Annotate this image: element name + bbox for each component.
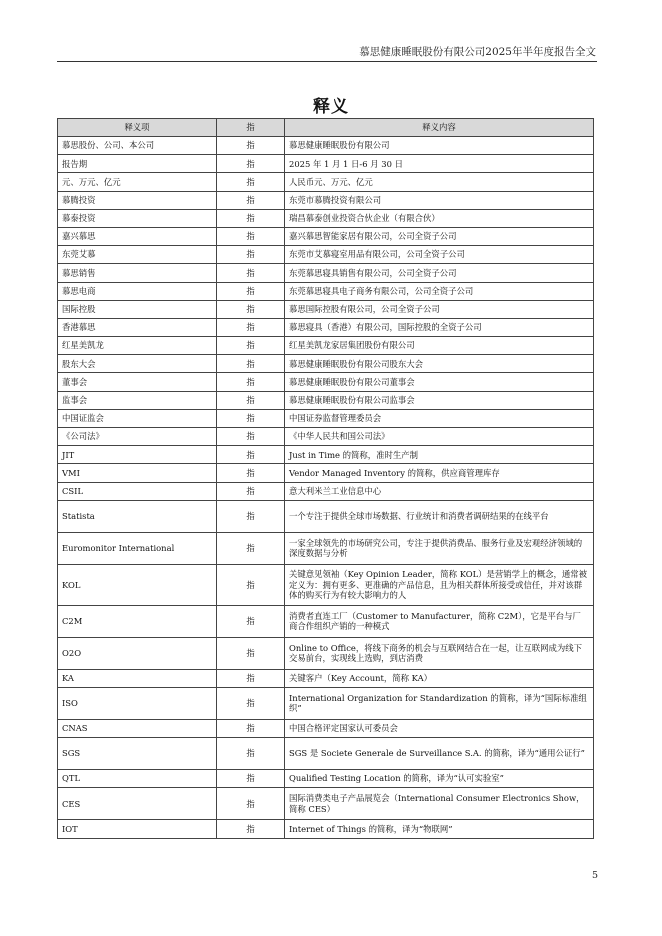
definition-cell: Qualified Testing Location 的简称，译为“认可实验室” bbox=[285, 770, 594, 788]
definition-cell: 红星美凯龙家居集团股份有限公司 bbox=[285, 337, 594, 355]
definition-cell: 慕思健康睡眠股份有限公司股东大会 bbox=[285, 355, 594, 373]
ref-cell: 指 bbox=[217, 564, 285, 605]
ref-cell: 指 bbox=[217, 246, 285, 264]
ref-cell: 指 bbox=[217, 770, 285, 788]
definition-cell: 一个专注于提供全球市场数据、行业统计和消费者调研结果的在线平台 bbox=[285, 500, 594, 532]
ref-cell: 指 bbox=[217, 137, 285, 155]
ref-cell: 指 bbox=[217, 605, 285, 637]
ref-cell: 指 bbox=[217, 173, 285, 191]
ref-cell: 指 bbox=[217, 318, 285, 336]
table-row bbox=[58, 532, 594, 564]
table-row bbox=[58, 464, 594, 482]
table-row bbox=[58, 446, 594, 464]
ref-cell: 指 bbox=[217, 532, 285, 564]
ref-cell: 指 bbox=[217, 300, 285, 318]
definition-cell: 国际消费类电子产品展览会（International Consumer Electronics Show，简称 CES） bbox=[285, 788, 594, 820]
term-cell: 慕思销售 bbox=[58, 264, 217, 282]
definition-cell: 一家全球领先的市场研究公司，专注于提供消费品、服务行业及宏观经济领域的深度数据与分析 bbox=[285, 532, 594, 564]
table-row bbox=[58, 820, 594, 838]
definition-cell: 中国合格评定国家认可委员会 bbox=[285, 719, 594, 737]
definition-cell: 人民币元、万元、亿元 bbox=[285, 173, 594, 191]
table-row bbox=[58, 482, 594, 500]
ref-cell: 指 bbox=[217, 337, 285, 355]
definition-cell: 东莞慕思寝具销售有限公司，公司全资子公司 bbox=[285, 264, 594, 282]
term-cell: 股东大会 bbox=[58, 355, 217, 373]
table-row bbox=[58, 605, 594, 637]
definition-cell: 嘉兴慕思智能家居有限公司，公司全资子公司 bbox=[285, 227, 594, 245]
definition-cell: 慕思健康睡眠股份有限公司 bbox=[285, 137, 594, 155]
term-cell: JIT bbox=[58, 446, 217, 464]
table-row bbox=[58, 788, 594, 820]
term-cell: 元、万元、亿元 bbox=[58, 173, 217, 191]
definition-cell: Just in Time 的简称，准时生产制 bbox=[285, 446, 594, 464]
term-cell: 嘉兴慕思 bbox=[58, 227, 217, 245]
header-rule bbox=[57, 61, 597, 62]
term-cell: O2O bbox=[58, 637, 217, 669]
ref-cell: 指 bbox=[217, 264, 285, 282]
term-cell: CSIL bbox=[58, 482, 217, 500]
definitions-table-body bbox=[58, 137, 594, 839]
ref-cell: 指 bbox=[217, 719, 285, 737]
definition-cell: 东莞市慕腾投资有限公司 bbox=[285, 191, 594, 209]
table-row bbox=[58, 428, 594, 446]
definition-cell: 2025 年 1 月 1 日-6 月 30 日 bbox=[285, 155, 594, 173]
term-cell: 慕泰投资 bbox=[58, 209, 217, 227]
column-header-ref: 指 bbox=[217, 119, 285, 137]
ref-cell: 指 bbox=[217, 227, 285, 245]
ref-cell: 指 bbox=[217, 482, 285, 500]
ref-cell: 指 bbox=[217, 820, 285, 838]
table-row bbox=[58, 564, 594, 605]
ref-cell: 指 bbox=[217, 409, 285, 427]
definition-cell: 消费者直连工厂（Customer to Manufacturer，简称 C2M），它是平台与厂商合作组织产销的一种模式 bbox=[285, 605, 594, 637]
definition-cell: International Organization for Standardization 的简称，译为“国际标准组织” bbox=[285, 687, 594, 719]
ref-cell: 指 bbox=[217, 209, 285, 227]
term-cell: CNAS bbox=[58, 719, 217, 737]
definition-cell: 慕思健康睡眠股份有限公司董事会 bbox=[285, 373, 594, 391]
ref-cell: 指 bbox=[217, 788, 285, 820]
table-row bbox=[58, 282, 594, 300]
table-row bbox=[58, 155, 594, 173]
term-cell: 报告期 bbox=[58, 155, 217, 173]
term-cell: 红星美凯龙 bbox=[58, 337, 217, 355]
definitions-table bbox=[57, 118, 594, 839]
definition-cell: 东莞市艾慕寝室用品有限公司，公司全资子公司 bbox=[285, 246, 594, 264]
table-row bbox=[58, 191, 594, 209]
definition-cell: SGS 是 Societe Generale de Surveillance S.A. 的简称，译为“通用公证行” bbox=[285, 738, 594, 770]
ref-cell: 指 bbox=[217, 669, 285, 687]
definition-cell: 中国证券监督管理委员会 bbox=[285, 409, 594, 427]
table-row bbox=[58, 409, 594, 427]
table-row bbox=[58, 391, 594, 409]
term-cell: CES bbox=[58, 788, 217, 820]
term-cell: 香港慕思 bbox=[58, 318, 217, 336]
ref-cell: 指 bbox=[217, 637, 285, 669]
table-row bbox=[58, 770, 594, 788]
table-row bbox=[58, 173, 594, 191]
definition-cell: Internet of Things 的简称，译为“物联网” bbox=[285, 820, 594, 838]
ref-cell: 指 bbox=[217, 446, 285, 464]
term-cell: ISO bbox=[58, 687, 217, 719]
definition-cell: 慕思寝具（香港）有限公司，国际控股的全资子公司 bbox=[285, 318, 594, 336]
definition-cell: 瑞昌慕泰创业投资合伙企业（有限合伙） bbox=[285, 209, 594, 227]
table-row bbox=[58, 500, 594, 532]
table-row bbox=[58, 373, 594, 391]
term-cell: Statista bbox=[58, 500, 217, 532]
table-row bbox=[58, 337, 594, 355]
definition-cell: 慕思国际控股有限公司，公司全资子公司 bbox=[285, 300, 594, 318]
page-title: 释义 bbox=[313, 97, 349, 117]
table-row bbox=[58, 264, 594, 282]
table-row bbox=[58, 318, 594, 336]
definition-cell: 意大利米兰工业信息中心 bbox=[285, 482, 594, 500]
table-row bbox=[58, 246, 594, 264]
definition-cell: Online to Office，将线下商务的机会与互联网结合在一起，让互联网成为线下交易前台，实现线上选购，到店消费 bbox=[285, 637, 594, 669]
ref-cell: 指 bbox=[217, 428, 285, 446]
term-cell: KOL bbox=[58, 564, 217, 605]
page-header: 慕思健康睡眠股份有限公司2025年半年度报告全文 bbox=[359, 46, 596, 58]
ref-cell: 指 bbox=[217, 391, 285, 409]
term-cell: 中国证监会 bbox=[58, 409, 217, 427]
ref-cell: 指 bbox=[217, 355, 285, 373]
term-cell: 东莞艾慕 bbox=[58, 246, 217, 264]
definition-cell: 东莞慕思寝具电子商务有限公司，公司全资子公司 bbox=[285, 282, 594, 300]
ref-cell: 指 bbox=[217, 464, 285, 482]
ref-cell: 指 bbox=[217, 738, 285, 770]
ref-cell: 指 bbox=[217, 191, 285, 209]
table-row bbox=[58, 669, 594, 687]
term-cell: 董事会 bbox=[58, 373, 217, 391]
table-row bbox=[58, 738, 594, 770]
column-header-definition: 释义内容 bbox=[285, 119, 594, 137]
table-row bbox=[58, 355, 594, 373]
table-header-row bbox=[58, 119, 594, 137]
ref-cell: 指 bbox=[217, 282, 285, 300]
term-cell: Euromonitor International bbox=[58, 532, 217, 564]
ref-cell: 指 bbox=[217, 500, 285, 532]
term-cell: 慕腾投资 bbox=[58, 191, 217, 209]
term-cell: 慕思电商 bbox=[58, 282, 217, 300]
term-cell: KA bbox=[58, 669, 217, 687]
table-row bbox=[58, 719, 594, 737]
term-cell: SGS bbox=[58, 738, 217, 770]
term-cell: 《公司法》 bbox=[58, 428, 217, 446]
table-row bbox=[58, 137, 594, 155]
table-row bbox=[58, 227, 594, 245]
column-header-term: 释义项 bbox=[58, 119, 217, 137]
table-row bbox=[58, 687, 594, 719]
table-row bbox=[58, 209, 594, 227]
table-row bbox=[58, 637, 594, 669]
term-cell: IOT bbox=[58, 820, 217, 838]
term-cell: 监事会 bbox=[58, 391, 217, 409]
term-cell: 国际控股 bbox=[58, 300, 217, 318]
definition-cell: 慕思健康睡眠股份有限公司监事会 bbox=[285, 391, 594, 409]
page-number: 5 bbox=[591, 870, 598, 881]
definition-cell: 关键客户（Key Account，简称 KA） bbox=[285, 669, 594, 687]
term-cell: QTL bbox=[58, 770, 217, 788]
term-cell: C2M bbox=[58, 605, 217, 637]
ref-cell: 指 bbox=[217, 155, 285, 173]
definition-cell: Vendor Managed Inventory 的简称，供应商管理库存 bbox=[285, 464, 594, 482]
definition-cell: 关键意见领袖（Key Opinion Leader，简称 KOL）是营销学上的概念，通常被定义为：拥有更多、更准确的产品信息，且为相关群体所接受或信任，并对该群体的购买行为有较大影响力的人 bbox=[285, 564, 594, 605]
ref-cell: 指 bbox=[217, 687, 285, 719]
definition-cell: 《中华人民共和国公司法》 bbox=[285, 428, 594, 446]
term-cell: 慕思股份、公司、本公司 bbox=[58, 137, 217, 155]
table-row bbox=[58, 300, 594, 318]
term-cell: VMI bbox=[58, 464, 217, 482]
ref-cell: 指 bbox=[217, 373, 285, 391]
